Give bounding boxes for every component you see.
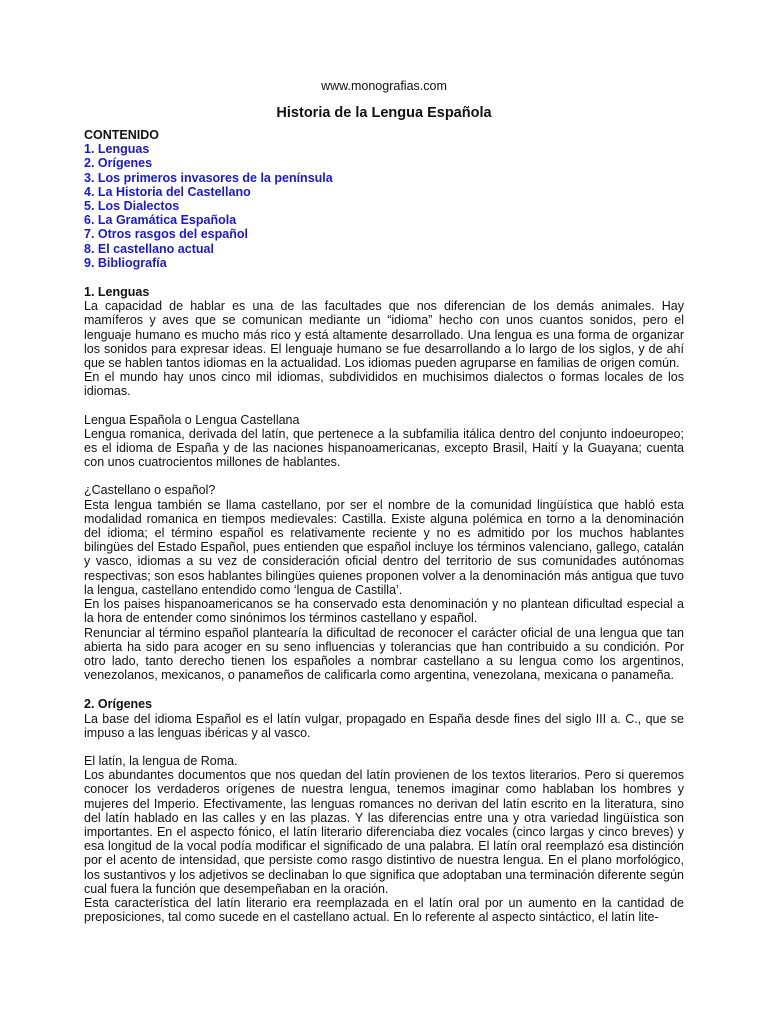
toc-item <box>84 156 684 170</box>
toc-link-historia-castellano[interactable]: 4. La Historia del Castellano <box>84 184 251 199</box>
toc-item <box>84 242 684 256</box>
toc-link-origenes[interactable]: 2. Orígenes <box>84 156 153 171</box>
paragraph: Renunciar al término español plantearía la dificultad de reconocer el carácter oficial de una lengua que tan abierta ha sido para acoger en su seno influencias y tolerancias que han contribuido a su condición. Por otro lado, tanto derecho tienen los españoles a nombrar castellano a su lengua como los argentinos, venezolanos, mexicanos, o panameños de calificarla como argentina, venezolana, mexicana o panameña. <box>84 625 684 683</box>
table-of-contents <box>84 128 684 270</box>
toc-link-gramatica[interactable]: 6. La Gramática Española <box>84 213 237 228</box>
toc-item <box>84 185 684 199</box>
toc-item <box>84 171 684 185</box>
toc-item <box>84 213 684 227</box>
paragraph: Lengua romanica, derivada del latín, que pertenece a la subfamilia itálica dentro del conjunto indoeuropeo; es el idioma de España y de las naciones hispanoamericanas, excepto Brasil, Haití y la Guayana; cuenta con unos cuatrocientos millones de hablantes. <box>84 426 684 470</box>
toc-link-lenguas[interactable]: 1. Lenguas <box>84 142 150 157</box>
paragraph: Esta lengua también se llama castellano, por ser el nombre de la comunidad lingüística que habló esta modalidad romanica en tiempos medievales: Castilla. Existe alguna polémica en torno a la denominación del idioma; el término español es relativamente reciente y no es admitido por los muchos hablantes bilingües del Estado Español, pues entienden que español incluye los términos valenciano, gallego, catalán y vasco, idiomas a su vez de consideración oficial dentro del territorio de sus comunidades autónomas respectivas; son esos hablantes bilingües quienes proponen volver a la denominación más antigua que tuvo la lengua, castellano entendido como ‘lengua de Castilla’. <box>84 497 684 597</box>
toc-link-dialectos[interactable]: 5. Los Dialectos <box>84 199 180 214</box>
toc-list <box>84 142 684 270</box>
subheading: ¿Castellano o español? <box>84 483 216 498</box>
section-origenes <box>84 697 684 924</box>
toc-link-otros-rasgos[interactable]: 7. Otros rasgos del español <box>84 227 248 242</box>
paragraph: En el mundo hay unos cinco mil idiomas, subdivididos en muchisimos dialectos o formas locales de los idiomas. <box>84 370 684 399</box>
toc-item <box>84 142 684 156</box>
paragraph: La base del idioma Español es el latín vulgar, propagado en España desde fines del siglo III a. C., que se impuso a las lenguas ibéricas y al vasco. <box>84 711 684 740</box>
paragraph: Esta característica del latín literario era reemplazada en el latín oral por un aumento en la cantidad de preposiciones, tal como sucede en el castellano actual. En lo referente al aspecto sintáctico, el latín lite- <box>84 895 684 925</box>
subheading: El latín, la lengua de Roma. <box>84 753 238 768</box>
toc-link-castellano-actual[interactable]: 8. El castellano actual <box>84 241 214 256</box>
toc-item <box>84 199 684 213</box>
paragraph: En los paises hispanoamericanos se ha conservado esta denominación y no plantean dificultad especial a la hora de entender como sinónimos los términos castellano y español. <box>84 597 684 626</box>
toc-item <box>84 256 684 270</box>
toc-item <box>84 227 684 241</box>
toc-link-invasores[interactable]: 3. Los primeros invasores de la península <box>84 170 333 185</box>
section-lenguas <box>84 285 684 682</box>
toc-link-bibliografia[interactable]: 9. Bibliografía <box>84 255 167 270</box>
toc-heading: CONTENIDO <box>84 128 159 142</box>
paragraph: Los abundantes documentos que nos quedan del latín provienen de los textos literarios. Pero si queremos conocer los verdaderos orígenes de nuestra lengua, tenemos imaginar como hablaban los hombres y mujeres del Imperio. Efectivamente, las lenguas romances no derivan del latín escrito en la literatura, sino del latín hablado en las calles y en las plazas. Y las diferencias entre una y otra variedad lingüística son importantes. En el aspecto fónico, el latín literario diferenciaba diez vocales (cinco largas y cinco breves) y esa longitud de la vocal podía modificar el significado de una palabra. El latín oral reemplazó esa distinción por el acento de intensidad, que persiste como rasgo distintivo de nuestra lengua. En el plano morfológico, los sustantivos y los adjetivos se declinaban lo que significa que adoptaban una terminación diferente según cual fuera la función que desempeñaban en la oración. <box>84 768 684 896</box>
section-heading: 2. Orígenes <box>84 697 153 712</box>
subheading: Lengua Española o Lengua Castellana <box>84 412 300 427</box>
paragraph: La capacidad de hablar es una de las facultades que nos diferencian de los demás animales. Hay mamíferos y aves que se comunican mediante un “idioma” hecho con unos cuantos sonidos, pero el lenguaje humano es mucho más rico y está altamente desarrollado. Una lengua es una forma de organizar los sonidos para expresar ideas. El lenguaje humano se fue desarrollando a lo largo de los siglos, y de ahí que se hablen tantos idiomas en la actualidad. Los idiomas pueden agruparse en familias de origen común. <box>84 299 684 371</box>
site-url: www.monografias.com <box>321 79 447 93</box>
document-title: Historia de la Lengua Española <box>276 105 492 121</box>
section-heading: 1. Lenguas <box>84 285 150 300</box>
